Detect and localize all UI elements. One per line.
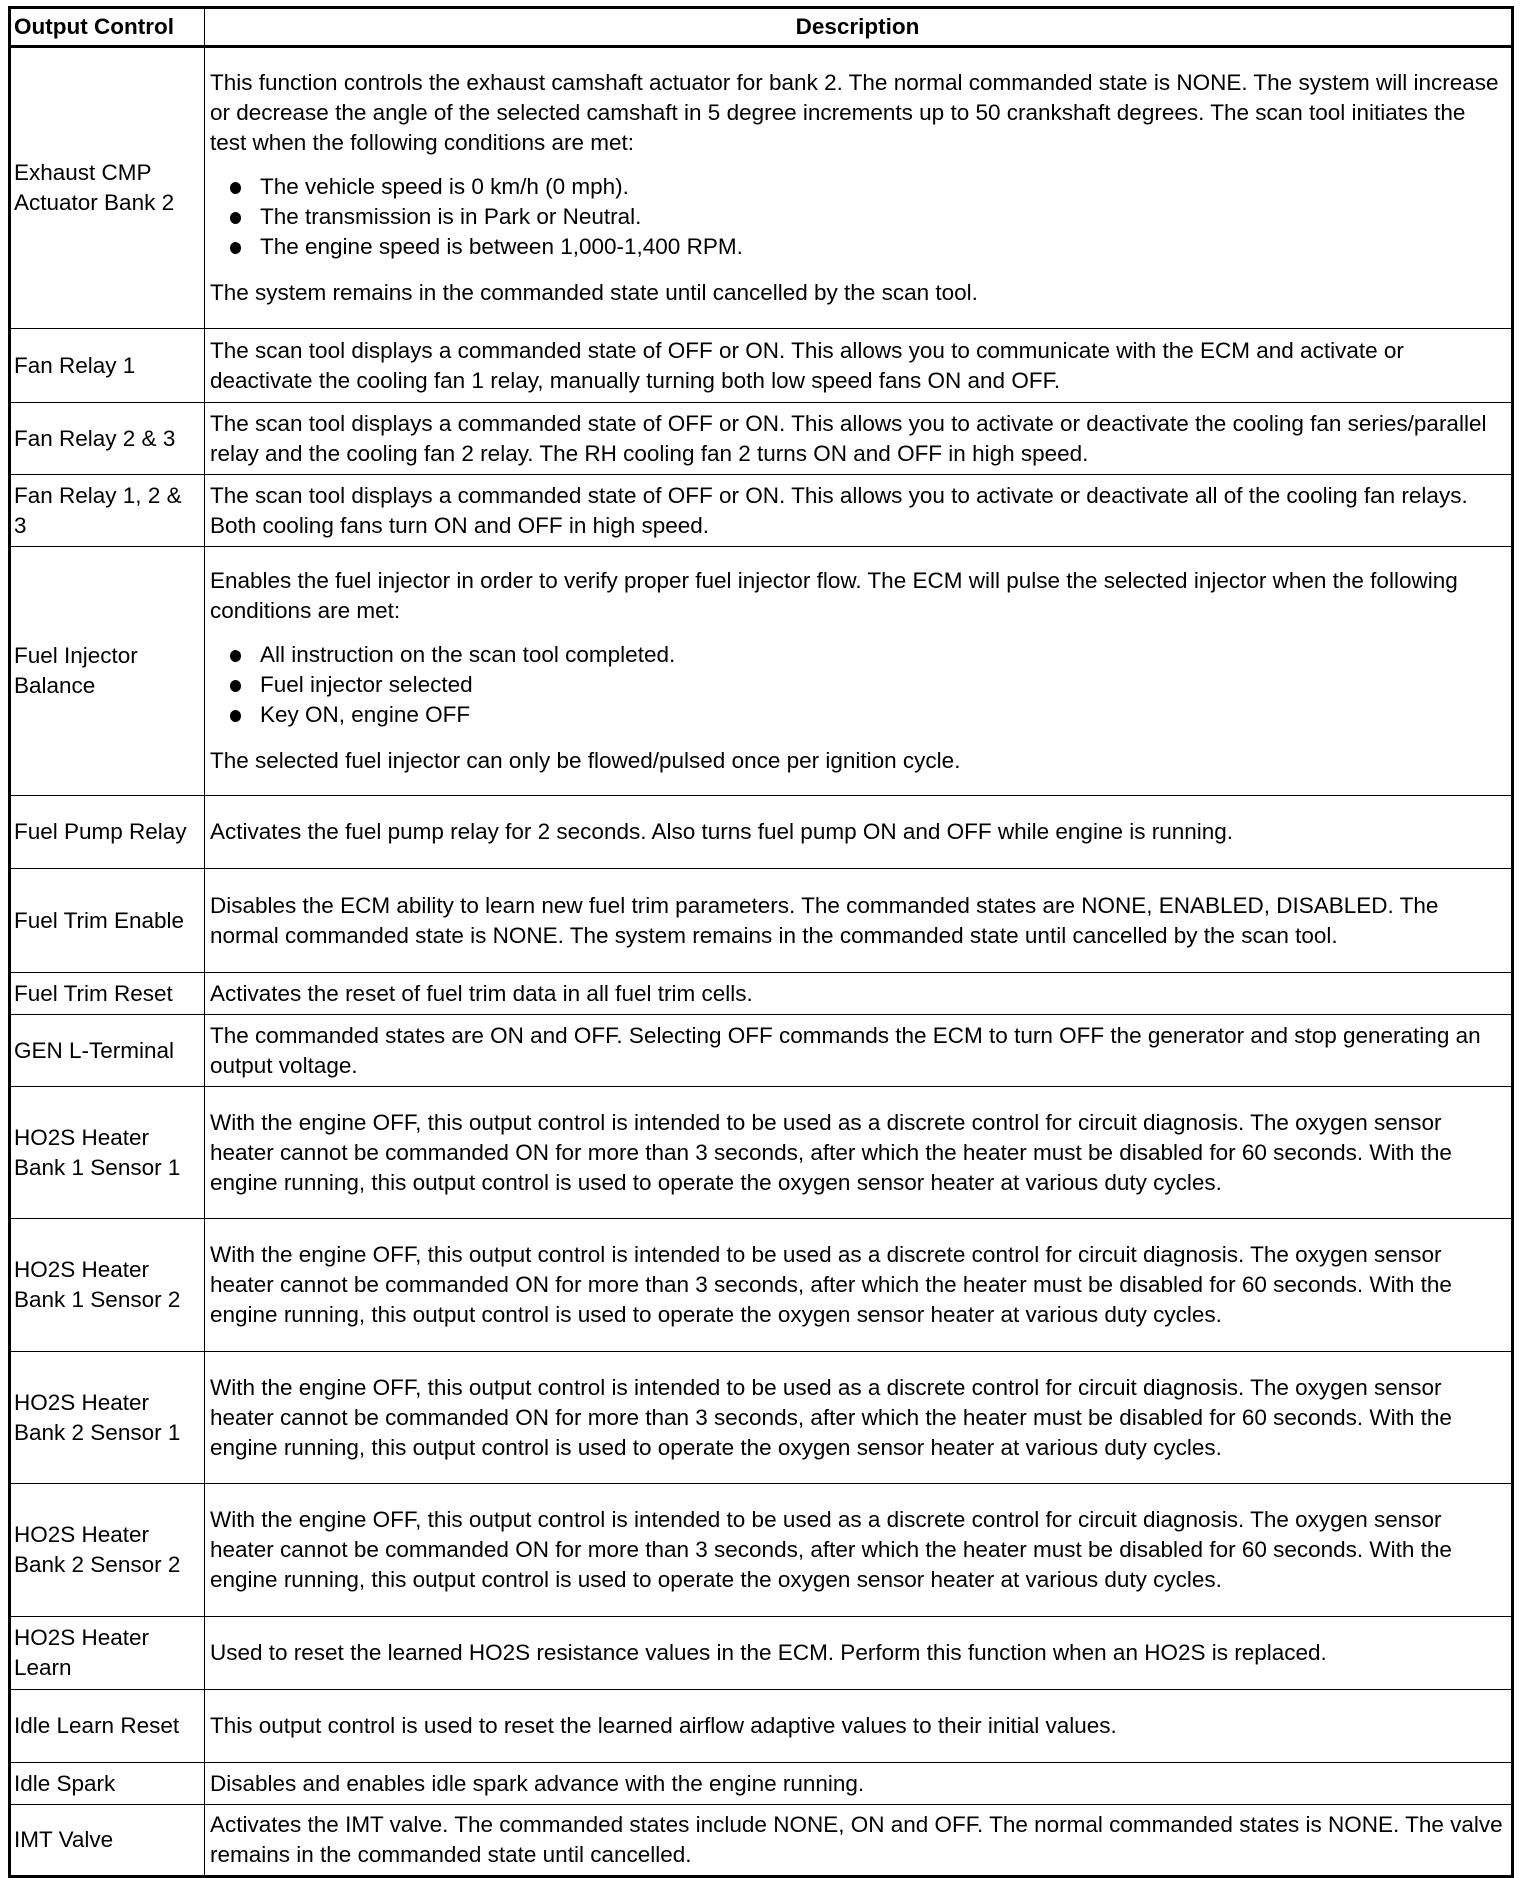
table-row xyxy=(10,47,1513,329)
description-intro: Enables the fuel injector in order to verify proper fuel injector flow. The ECM will pulse the selected injector when the following conditions are met: xyxy=(210,568,1458,623)
table-row xyxy=(10,475,1513,547)
table-row xyxy=(10,1805,1513,1877)
output-control-name: Idle Learn Reset xyxy=(10,1690,205,1763)
table-row xyxy=(10,403,1513,475)
description-cell: With the engine OFF, this output control is intended to be used as a discrete control for circuit diagnosis. The oxygen sensor heater cannot be commanded ON for more than 3 seconds, after which the heater must be disabled for 60 seconds. With the engine running, this output control is used to operate the oxygen sensor heater at various duty cycles. xyxy=(205,1087,1513,1219)
description-cell: This output control is used to reset the learned airflow adaptive values to their initial values. xyxy=(205,1690,1513,1763)
table-row xyxy=(10,1690,1513,1763)
table-row xyxy=(10,1015,1513,1087)
description-cell: Disables the ECM ability to learn new fuel trim parameters. The commanded states are NONE, ENABLED, DISABLED. The normal commanded state is NONE. The system remains in the commanded state until cancelled by the scan tool. xyxy=(205,869,1513,973)
description-cell: Disables and enables idle spark advance with the engine running. xyxy=(205,1763,1513,1805)
output-control-name: HO2S Heater Bank 2 Sensor 1 xyxy=(10,1352,205,1484)
description-cell: The scan tool displays a commanded state of OFF or ON. This allows you to activate or deactivate the cooling fan series/parallel relay and the cooling fan 2 relay. The RH cooling fan 2 turns ON and OFF in high speed. xyxy=(205,403,1513,475)
table-row xyxy=(10,1484,1513,1617)
output-control-name: HO2S Heater Bank 2 Sensor 2 xyxy=(10,1484,205,1617)
header-description: Description xyxy=(205,8,1513,47)
table-row xyxy=(10,1087,1513,1219)
output-control-name: IMT Valve xyxy=(10,1805,205,1877)
table-row xyxy=(10,869,1513,973)
table-row xyxy=(10,1617,1513,1690)
output-control-name: HO2S Heater Bank 1 Sensor 2 xyxy=(10,1219,205,1352)
output-control-name: HO2S Heater Bank 1 Sensor 1 xyxy=(10,1087,205,1219)
output-control-name: GEN L-Terminal xyxy=(10,1015,205,1087)
description-cell: Activates the reset of fuel trim data in all fuel trim cells. xyxy=(205,973,1513,1015)
description-cell: Activates the fuel pump relay for 2 seconds. Also turns fuel pump ON and OFF while engine is running. xyxy=(205,796,1513,869)
output-control-name: Fuel Trim Reset xyxy=(10,973,205,1015)
output-control-name: Fuel Pump Relay xyxy=(10,796,205,869)
header-output-control: Output Control xyxy=(10,8,205,47)
description-cell: The scan tool displays a commanded state of OFF or ON. This allows you to activate or deactivate all of the cooling fan relays. Both cooling fans turn ON and OFF in high speed. xyxy=(205,475,1513,547)
table-row xyxy=(10,547,1513,796)
description-intro: This function controls the exhaust camshaft actuator for bank 2. The normal commanded state is NONE. The system will increase or decrease the angle of the selected camshaft in 5 degree increments up to 50 crankshaft degrees. The scan tool initiates the test when the following conditions are met: xyxy=(210,70,1499,155)
description-cell: With the engine OFF, this output control is intended to be used as a discrete control for circuit diagnosis. The oxygen sensor heater cannot be commanded ON for more than 3 seconds, after which the heater must be disabled for 60 seconds. With the engine running, this output control is used to operate the oxygen sensor heater at various duty cycles. xyxy=(205,1219,1513,1352)
description-outro: The selected fuel injector can only be flowed/pulsed once per ignition cycle. xyxy=(210,748,961,773)
condition-item: Key ON, engine OFF xyxy=(230,700,1507,730)
description-cell: The commanded states are ON and OFF. Selecting OFF commands the ECM to turn OFF the generator and stop generating an output voltage. xyxy=(205,1015,1513,1087)
description-cell xyxy=(205,47,1513,329)
output-control-name: Fuel Injector Balance xyxy=(10,547,205,796)
output-control-name: Fan Relay 1, 2 & 3 xyxy=(10,475,205,547)
output-control-name: Fan Relay 2 & 3 xyxy=(10,403,205,475)
condition-item: Fuel injector selected xyxy=(230,670,1507,700)
description-cell xyxy=(205,547,1513,796)
output-control-name: Idle Spark xyxy=(10,1763,205,1805)
condition-list xyxy=(210,172,1507,262)
table-row xyxy=(10,1352,1513,1484)
table-row xyxy=(10,1763,1513,1805)
header-row xyxy=(10,8,1513,47)
table-row xyxy=(10,1219,1513,1352)
condition-list xyxy=(210,640,1507,730)
output-control-table xyxy=(8,6,1514,1878)
description-cell: The scan tool displays a commanded state of OFF or ON. This allows you to communicate with the ECM and activate or deactivate the cooling fan 1 relay, manually turning both low speed fans ON and OFF. xyxy=(205,329,1513,403)
table-row xyxy=(10,973,1513,1015)
condition-item: All instruction on the scan tool completed. xyxy=(230,640,1507,670)
table-row xyxy=(10,796,1513,869)
table-row xyxy=(10,329,1513,403)
output-control-name: Fan Relay 1 xyxy=(10,329,205,403)
condition-item: The vehicle speed is 0 km/h (0 mph). xyxy=(230,172,1507,202)
output-control-name: HO2S Heater Learn xyxy=(10,1617,205,1690)
condition-item: The engine speed is between 1,000-1,400 RPM. xyxy=(230,232,1507,262)
description-cell: With the engine OFF, this output control is intended to be used as a discrete control for circuit diagnosis. The oxygen sensor heater cannot be commanded ON for more than 3 seconds, after which the heater must be disabled for 60 seconds. With the engine running, this output control is used to operate the oxygen sensor heater at various duty cycles. xyxy=(205,1352,1513,1484)
description-cell: Activates the IMT valve. The commanded states include NONE, ON and OFF. The normal commanded states is NONE. The valve remains in the commanded state until cancelled. xyxy=(205,1805,1513,1877)
description-cell: With the engine OFF, this output control is intended to be used as a discrete control for circuit diagnosis. The oxygen sensor heater cannot be commanded ON for more than 3 seconds, after which the heater must be disabled for 60 seconds. With the engine running, this output control is used to operate the oxygen sensor heater at various duty cycles. xyxy=(205,1484,1513,1617)
description-cell: Used to reset the learned HO2S resistance values in the ECM. Perform this function when an HO2S is replaced. xyxy=(205,1617,1513,1690)
description-outro: The system remains in the commanded state until cancelled by the scan tool. xyxy=(210,280,978,305)
condition-item: The transmission is in Park or Neutral. xyxy=(230,202,1507,232)
output-control-name: Exhaust CMP Actuator Bank 2 xyxy=(10,47,205,329)
output-control-name: Fuel Trim Enable xyxy=(10,869,205,973)
